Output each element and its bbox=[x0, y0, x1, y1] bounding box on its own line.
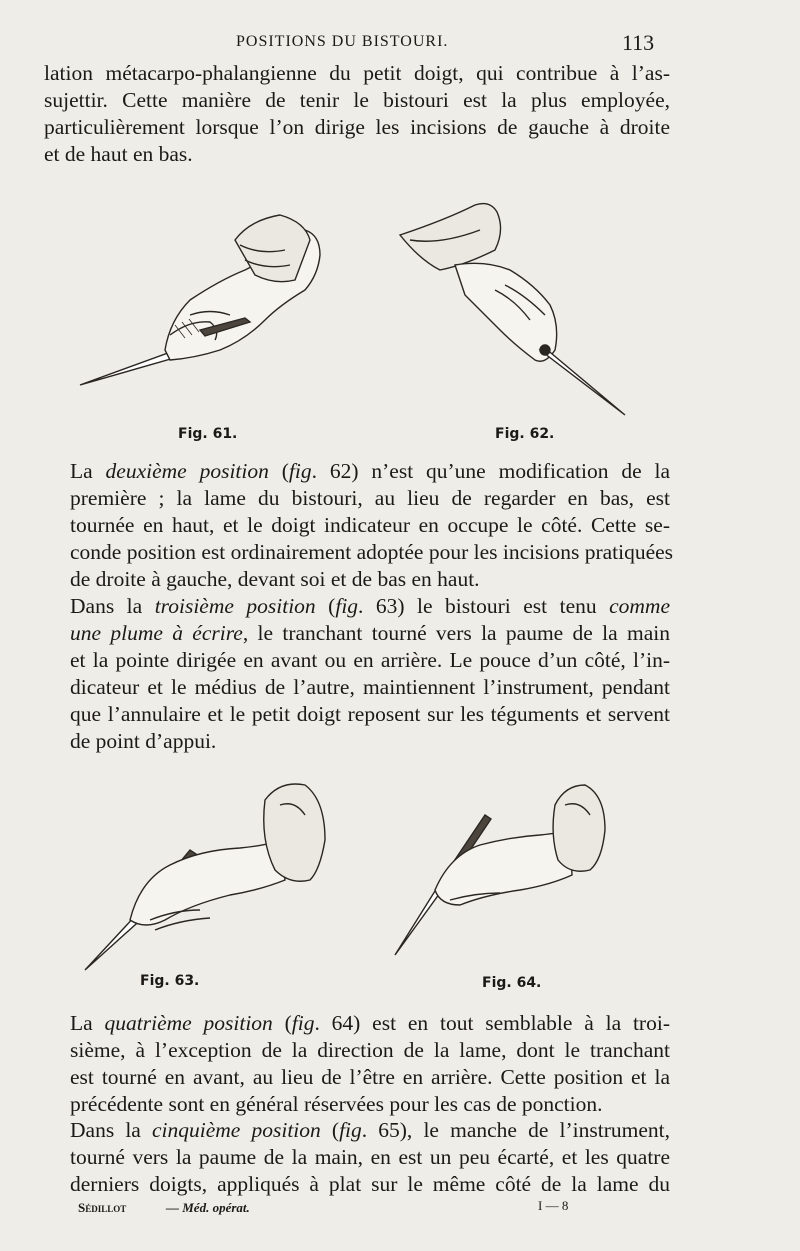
text-line: et la pointe dirigée en avant ou en arrière. Le pouce d’un côté, l’in- bbox=[70, 648, 670, 672]
text-line: lation métacarpo-phalangienne du petit doigt, qui contribue à l’as- bbox=[44, 61, 670, 85]
text-line: sujettir. Cette manière de tenir le bistouri est la plus employée, bbox=[44, 88, 670, 112]
figure-64-illustration bbox=[390, 775, 630, 991]
text-line: que l’annulaire et le petit doigt reposent sur les téguments et servent bbox=[70, 702, 670, 726]
text-line: dicateur et le médius de l’autre, maintiennent l’instrument, pendant bbox=[70, 675, 670, 699]
figure-64-caption: Fig. 64. bbox=[482, 975, 542, 991]
paragraph-cinquieme-position bbox=[44, 1117, 670, 1198]
text-line: Dans la cinquième position (fig. 65), le manche de l’instrument, bbox=[70, 1118, 670, 1142]
page-header bbox=[0, 30, 800, 56]
text-line: de point d’appui. bbox=[70, 729, 217, 753]
text-line: première ; la lame du bistouri, au lieu de regarder en bas, est bbox=[70, 486, 670, 510]
text-line: Dans la troisième position (fig. 63) le bistouri est tenu comme bbox=[70, 594, 670, 618]
text-line: particulièrement lorsque l’on dirige les incisions de gauche à droite bbox=[44, 115, 670, 139]
text-line: La quatrième position (fig. 64) est en tout semblable à la troi- bbox=[70, 1011, 670, 1035]
text-line: de droite à gauche, devant soi et de bas en haut. bbox=[70, 567, 480, 591]
figure-62-caption: Fig. 62. bbox=[495, 426, 555, 442]
paragraph-troisieme-position bbox=[44, 593, 670, 755]
text-line: et de haut en bas. bbox=[44, 142, 193, 166]
text-line: derniers doigts, appliqués à plat sur le même côté de la lame du bbox=[70, 1172, 670, 1196]
text-line: conde position est ordinairement adoptée pour les incisions pratiquées bbox=[70, 540, 674, 564]
footer-author: Sédillot bbox=[78, 1200, 127, 1215]
text-line: tournée en haut, et le doigt indicateur en occupe le côté. Cette se- bbox=[70, 513, 670, 537]
text-line: une plume à écrire, le tranchant tourné vers la paume de la main bbox=[70, 621, 670, 645]
figure-63-caption: Fig. 63. bbox=[140, 973, 200, 989]
text-line: précédente sont en général réservées pour les cas de ponction. bbox=[70, 1092, 603, 1116]
paragraph-continuation bbox=[44, 60, 670, 168]
running-title: POSITIONS DU BISTOURI. bbox=[236, 33, 449, 50]
figure-61-caption: Fig. 61. bbox=[178, 426, 238, 442]
page-number: 113 bbox=[622, 30, 655, 55]
page-footer bbox=[0, 1196, 800, 1220]
paragraph-quatrieme-position bbox=[44, 1010, 670, 1118]
footer-work-title: — Méd. opérat. bbox=[166, 1200, 250, 1215]
text-line: La deuxième position (fig. 62) n’est qu’une modification de la bbox=[70, 459, 670, 483]
text-line: est tourné en avant, au lieu de l’être en arrière. Cette position et la bbox=[70, 1065, 670, 1089]
figure-63-illustration bbox=[80, 770, 360, 989]
signature-mark: I — 8 bbox=[538, 1198, 569, 1213]
text-line: sième, à l’exception de la direction de la lame, dont le tranchant bbox=[70, 1038, 670, 1062]
figure-61-illustration bbox=[70, 200, 330, 442]
figure-62-illustration bbox=[385, 190, 635, 442]
text-line: tourné vers la paume de la main, en est un peu écarté, et les quatre bbox=[70, 1145, 670, 1169]
paragraph-deuxieme-position bbox=[44, 458, 674, 593]
